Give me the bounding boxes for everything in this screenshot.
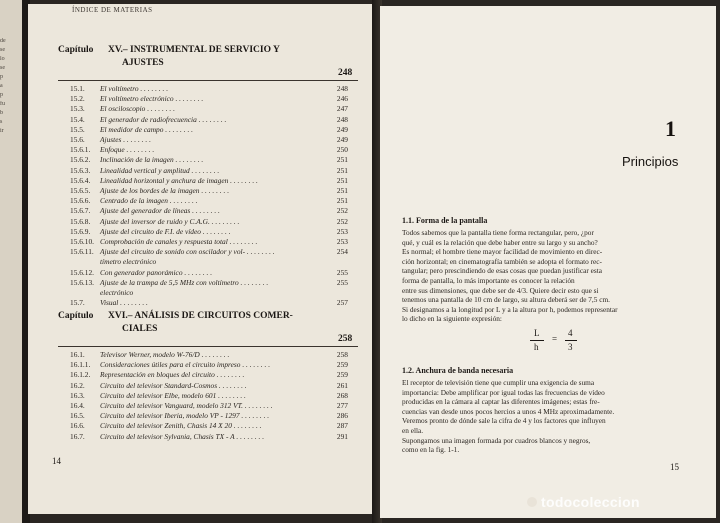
toc-entry-page: 251 (336, 175, 348, 185)
toc-entry (70, 217, 239, 226)
chapter-rule (58, 346, 358, 347)
toc-entry (70, 196, 198, 205)
toc-entry-title: Circuito del televisor Standard-Cosmos . . . . . . . . (100, 380, 247, 390)
toc-entry-title: Linealidad horizontal y anchura de imagen . . . . . . . . (100, 175, 258, 185)
toc-entry (70, 401, 273, 410)
chapter-rule (58, 80, 358, 81)
toc-entry-number: 15.6.8. (70, 216, 91, 226)
section-1-body (402, 228, 692, 324)
eq-rhs-den: 3 (568, 342, 573, 352)
aspect-equation (530, 328, 590, 358)
toc-entry-number: 15.6.2. (70, 155, 91, 165)
eq-lhs-num: L (534, 328, 540, 338)
toc-entry-number: 15.6.10. (70, 237, 95, 246)
toc-entry-page: 261 (336, 380, 348, 390)
toc-entry-page: 291 (336, 431, 348, 441)
toc-entry (70, 155, 203, 164)
body-line: importancia: Debe amplificar por igual todas las frecuencias de vídeo (402, 387, 605, 397)
toc-entry-title: Comprobación de canales y respuesta total . . . . . . . . (100, 237, 258, 246)
toc-entry (70, 350, 229, 359)
toc-entry-page: 246 (336, 94, 348, 104)
toc-entry (70, 84, 168, 93)
toc-entry (70, 166, 219, 175)
body-line: lo dicho en la siguiente expresión: (402, 314, 502, 324)
toc-entry-page: 277 (336, 401, 348, 410)
toc-entry (70, 411, 269, 420)
toc-entry (70, 381, 247, 390)
body-line: como en la fig. 1-1. (402, 445, 460, 455)
toc-entry-title: Ajuste de la trampa de 5,5 MHz con voltímetro . . . . . . . . (100, 277, 269, 287)
toc-entry-number: 15.7. (70, 298, 85, 308)
toc-entry (70, 257, 156, 266)
toc-entry (70, 360, 270, 369)
toc-entry-number: 15.6.7. (70, 206, 91, 216)
eq-rhs-num: 4 (568, 328, 573, 338)
strip-text: lo (0, 56, 5, 62)
toc-entry-number: 15.2. (70, 94, 85, 104)
toc-entry-title: Ajuste de los bordes de la imagen . . . . . . . . (100, 186, 230, 195)
toc-entry-title: El voltímetro electrónico . . . . . . . . (100, 94, 204, 104)
toc-entry-number: 15.6.6. (70, 196, 91, 206)
toc-entry-page: 259 (336, 370, 348, 380)
section-heading-2: 1.2. Anchura de banda necesaria (402, 366, 514, 375)
body-line: cuencias van desde unos pocos hercios a unos 4 MHz aproximadamente. (402, 406, 615, 416)
toc-entry (70, 115, 226, 124)
toc-entry (70, 135, 151, 144)
toc-entry-page: 251 (336, 165, 348, 175)
body-line: Es normal; el hombre tiene mayor facilidad de movimiento en direc- (402, 247, 603, 257)
watermark-text: todocoleccion (541, 494, 640, 510)
chapter-page: 258 (338, 334, 353, 344)
toc-entry (70, 125, 193, 134)
chapter-label: Capítulo (58, 45, 94, 55)
toc-entry-page: 251 (336, 186, 348, 195)
body-line: en ella. (402, 425, 424, 435)
toc-entry-title: Linealidad vertical y amplitud . . . . . . . . (100, 165, 220, 175)
toc-entry-page: 251 (336, 155, 348, 165)
toc-entry-page: 252 (336, 216, 348, 226)
toc-entry-page: 254 (336, 247, 348, 257)
toc-entry (70, 298, 148, 307)
toc-entry-title: Ajuste del inversor de ruido y C.A.G. . . . . . . . . (100, 216, 240, 226)
toc-entry-number: 15.4. (70, 114, 85, 124)
strip-text: a (0, 83, 3, 89)
chapter-page: 248 (338, 68, 353, 78)
toc-entry-title: Centrado de la imagen . . . . . . . . (100, 196, 198, 206)
toc-entry-title: Ajuste del circuito de sonido con oscilador y vol- . . . . . . . . (100, 247, 275, 257)
body-line: Si designamos a la longitud por L y a la altura por h, podemos representar (402, 304, 618, 314)
toc-entry-number: 15.5. (70, 124, 85, 134)
toc-entry-page: 253 (336, 226, 348, 236)
toc-entry-title: El generador de radiofrecuencia . . . . . . . . (100, 114, 227, 124)
toc-entry-number: 16.4. (70, 401, 85, 410)
toc-entry-number: 16.5. (70, 411, 85, 421)
toc-entry-number: 16.1.2. (70, 370, 91, 380)
toc-entry (70, 145, 154, 154)
chapter-heading: XVI.– ANÁLISIS DE CIRCUITOS COMER- (108, 311, 293, 321)
toc-entry-number: 15.3. (70, 104, 85, 114)
watermark-logo-icon (527, 497, 537, 507)
toc-entry-number: 15.6.11. (70, 247, 94, 257)
chapter-heading-cont: CIALES (122, 324, 158, 334)
right-folio: 15 (670, 462, 679, 472)
toc-entry-number: 16.6. (70, 421, 85, 431)
strip-text: s (0, 119, 3, 125)
toc-entry-title: El osciloscopio . . . . . . . . (100, 104, 175, 114)
toc-entry-title: Televisor Werner, modelo W-76/D . . . . . . . . (100, 350, 230, 359)
toc-entry-page: 255 (336, 267, 348, 277)
toc-entry-title: Ajuste del circuito de F.I. de vídeo . . . . . . . . (100, 226, 231, 236)
toc-entry-title: Circuito del televisor Iberia, modelo VP - 1297 . . . . . . . . (100, 411, 270, 421)
toc-entry-title: Consideraciones útiles para el circuito impreso . . . . . . . . (100, 360, 271, 370)
toc-entry (70, 268, 212, 277)
running-head: ÍNDICE DE MATERIAS (72, 6, 153, 14)
toc-entry-number: 15.6.9. (70, 226, 91, 236)
body-line: El receptor de televisión tiene que cumplir una exigencia de suma (402, 378, 595, 387)
body-line: entre sus dimensiones, que debe ser de 4/3. Quiere decir esto que si (402, 285, 599, 295)
toc-entry-number: 15.6. (70, 135, 85, 144)
toc-entry-title: Ajustes . . . . . . . . (100, 135, 151, 144)
toc-entry-number: 15.6.4. (70, 175, 91, 185)
eq-lhs-line (530, 340, 544, 341)
toc-entry-number: 15.6.13. (70, 277, 95, 287)
toc-entry (70, 391, 246, 400)
toc-entry-number: 15.6.12. (70, 267, 95, 277)
toc-entry-page: 248 (336, 84, 348, 93)
chapter-label: Capítulo (58, 311, 94, 321)
toc-entry-title: Con generador panorámico . . . . . . . . (100, 267, 213, 277)
body-line: ción horizontal; en cinematografía también se adopta el formato rec- (402, 256, 602, 266)
strip-text: p (0, 74, 3, 80)
toc-entry-page: 286 (336, 411, 348, 421)
body-line: Todos sabemos que la pantalla tiene forma rectangular, pero, ¿por (402, 228, 594, 237)
toc-entry-page: 250 (336, 145, 348, 155)
toc-entry-page: 253 (336, 237, 348, 246)
section-heading-1: 1.1. Forma de la pantalla (402, 216, 488, 225)
toc-entry (70, 288, 133, 297)
toc-entry (70, 247, 275, 256)
body-line: producidas en la cámara al captar las diferentes imágenes; estas fre- (402, 397, 600, 407)
strip-text: fu (0, 101, 5, 107)
toc-entry (70, 206, 220, 215)
eq-lhs-den: h (534, 342, 539, 352)
chapter-heading-cont: AJUSTES (122, 58, 164, 68)
eq-rhs-line (565, 340, 577, 341)
toc-entry-number: 15.6.1. (70, 145, 91, 155)
toc-entry-page: 249 (336, 135, 348, 144)
toc-entry-number: 15.6.3. (70, 165, 91, 175)
eq-sign: = (552, 334, 558, 344)
toc-entry-number: 15.6.5. (70, 186, 91, 195)
toc-entry (70, 227, 231, 236)
adjacent-page-strip (0, 0, 22, 523)
body-line: Supongamos una imagen formada por cuadros blancos y negros, (402, 435, 591, 445)
toc-entry-page: 248 (336, 114, 348, 124)
strip-text: b (0, 110, 3, 116)
toc-entry (70, 278, 268, 287)
section-2-body (402, 378, 692, 455)
toc-entry (70, 432, 264, 441)
toc-entry-number: 16.7. (70, 431, 85, 441)
toc-entry (70, 186, 229, 195)
toc-entry-page: 258 (336, 350, 348, 359)
toc-entry-title: Circuito del televisor Zenith, Chasis 14 X 20 . . . . . . . . (100, 421, 262, 431)
toc-entry-title: Ajuste del generador de líneas . . . . . . . . (100, 206, 220, 216)
toc-entry-page: 249 (336, 124, 348, 134)
toc-entry (70, 176, 258, 185)
toc-entry-number: 16.3. (70, 390, 85, 400)
strip-text: p (0, 92, 3, 98)
toc-entry-title: Representación en bloques del circuito . . . . . . . . (100, 370, 245, 380)
toc-entry (70, 421, 262, 430)
toc-entry (70, 370, 244, 379)
chapter-title: Principios (622, 154, 679, 169)
strip-text: se (0, 47, 5, 53)
toc-entry (70, 237, 257, 246)
toc-entry-number: 15.1. (70, 84, 85, 93)
toc-entry-title: Inclinación de la imagen . . . . . . . . (100, 155, 204, 165)
body-line: Veremos pronto de dónde sale la cifra de 4 y los factores que influyen (402, 416, 606, 426)
toc-entry-number: 16.2. (70, 380, 85, 390)
toc-entry (70, 104, 175, 113)
chapter-number: 1 (665, 116, 676, 141)
left-folio: 14 (52, 456, 61, 466)
toc-entry-title: El medidor de campo . . . . . . . . (100, 124, 193, 134)
toc-entry-number: 16.1.1. (70, 360, 91, 370)
right-page (380, 6, 716, 518)
toc-entry-title: tímetro electrónico (100, 257, 157, 267)
body-line: tangular; pero prescindiendo de esas cosas que puedan justificar esta (402, 266, 602, 276)
strip-text: de (0, 38, 6, 44)
toc-entry-title: Circuito del televisor Vanguard, modelo 312 VT. . . . . . . . . (100, 401, 273, 410)
strip-text: ir (0, 128, 4, 134)
strip-text: se (0, 65, 5, 71)
toc-entry-title: Enfoque . . . . . . . . (100, 145, 155, 155)
toc-entry-page: 257 (336, 298, 348, 308)
toc-entry-page: 287 (336, 421, 348, 431)
toc-entry-number: 16.1. (70, 350, 85, 359)
left-page (28, 4, 374, 514)
chapter-heading: XV.– INSTRUMENTAL DE SERVICIO Y (108, 45, 280, 55)
toc-entry (70, 94, 203, 103)
toc-entry-page: 247 (336, 104, 348, 114)
toc-entry-page: 252 (336, 206, 348, 216)
toc-entry-title: Circuito del televisor Sylvania, Chasis TX - A . . . . . . . . (100, 431, 265, 441)
toc-entry-page: 251 (336, 196, 348, 206)
toc-entry-title: Visual . . . . . . . . (100, 298, 148, 308)
body-line: forma de pantalla, lo más importante es conocer la relación (402, 275, 575, 285)
toc-entry-page: 255 (336, 277, 348, 287)
toc-entry-title: Circuito del televisor Elbe, modelo 601 . . . . . . . . (100, 390, 246, 400)
toc-entry-page: 259 (336, 360, 348, 370)
body-line: qué, y cuál es la relación que debe haber entre su largo y su ancho? (402, 237, 598, 247)
body-line: tenemos una pantalla de 10 cm de largo, su altura deberá ser de 7,5 cm. (402, 295, 610, 305)
toc-entry-title: El voltímetro . . . . . . . . (100, 84, 169, 93)
toc-entry-page: 268 (336, 390, 348, 400)
toc-entry-title: electrónico (100, 288, 134, 297)
